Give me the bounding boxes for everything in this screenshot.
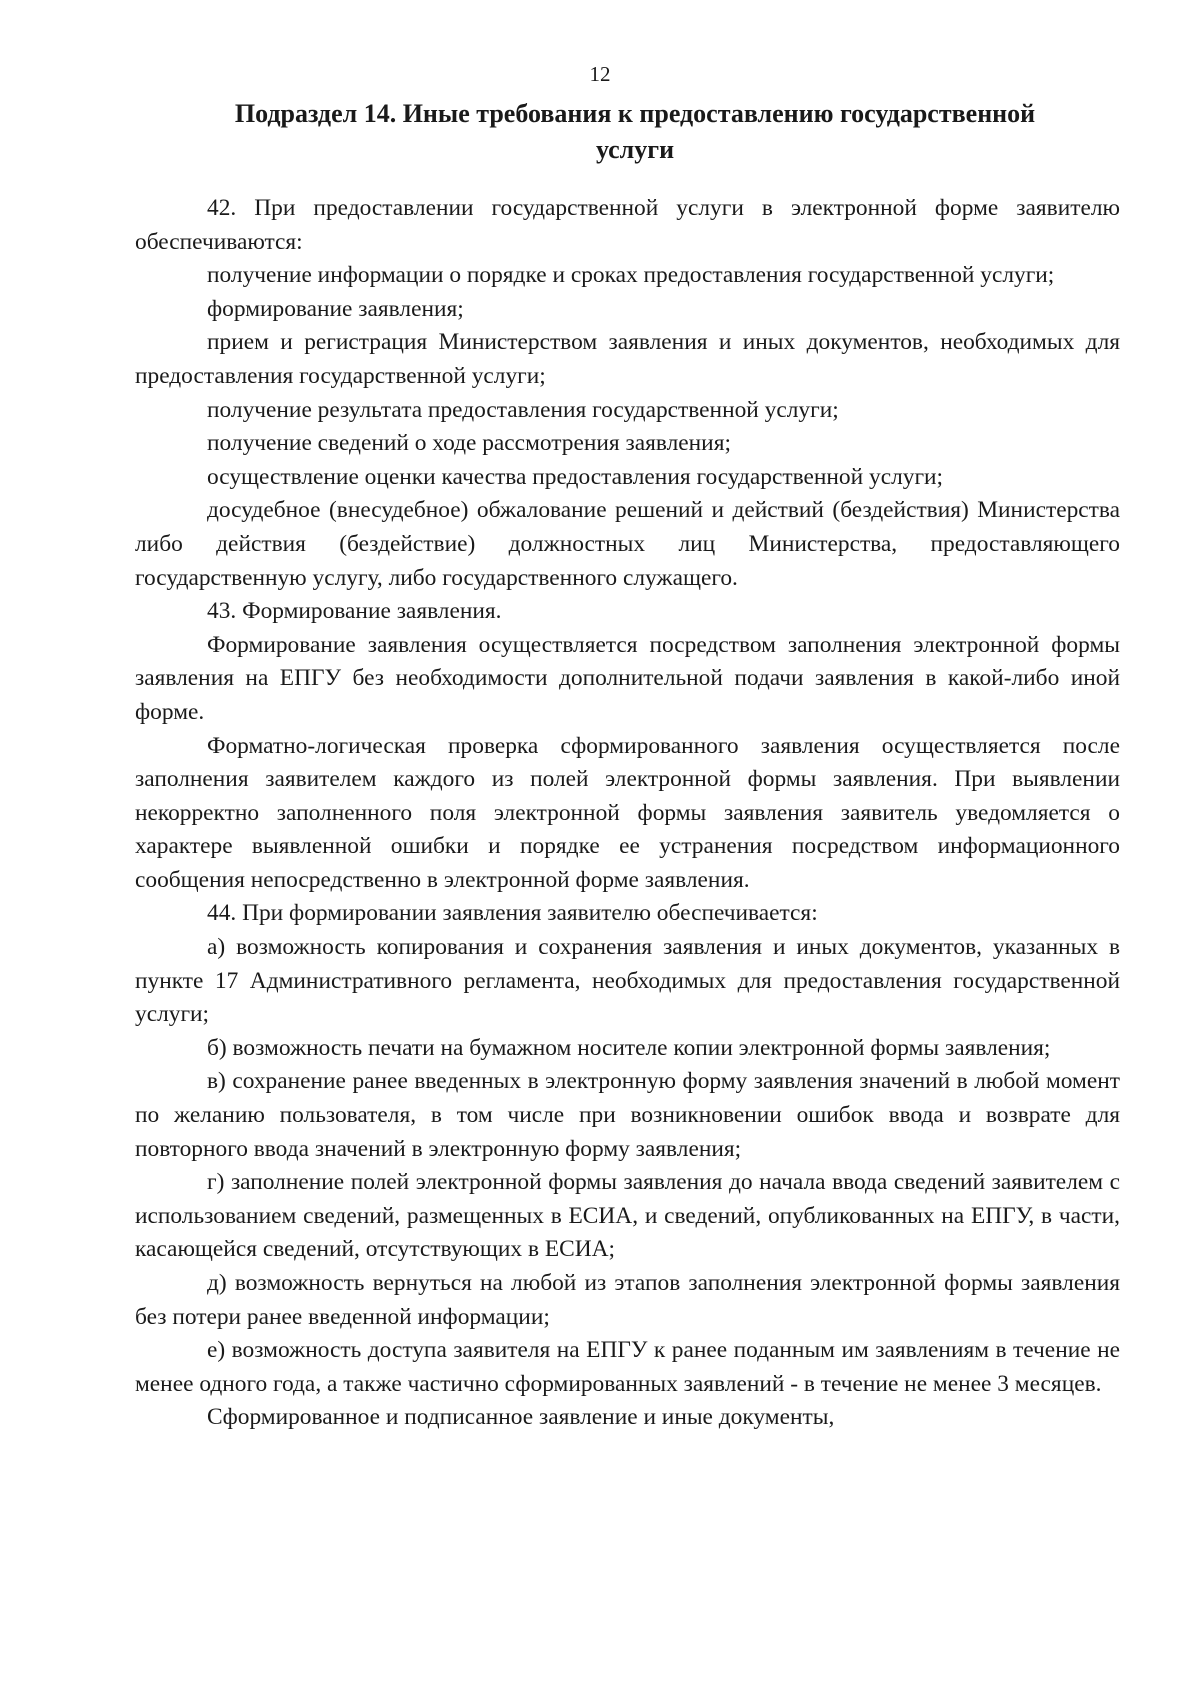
section-heading: [150, 96, 1120, 168]
list-item-quality: осуществление оценки качества предоставления государственной услуги;: [207, 463, 944, 490]
document-body: [135, 192, 1120, 1435]
paragraph-43-check: Форматно-логическая проверка сформированного заявления осуществляется после заполнения заявителем каждого из полей электронной формы заявления. При выявлении некорректно заполненного поля электронной формы заявления заявитель уведомляется о характере выявленной ошибки и порядке ее устранения посредством информационного сообщения непосредственно в электронной форме заявления.: [135, 732, 1120, 893]
paragraph-44: 44. При формировании заявления заявителю обеспечивается:: [207, 900, 818, 927]
list-item-registration: прием и регистрация Министерством заявления и иных документов, необходимых для предоставления государственной услуги;: [135, 329, 1120, 389]
list-item-progress: получение сведений о ходе рассмотрения заявления;: [207, 430, 731, 457]
list-item-d: д) возможность вернуться на любой из этапов заполнения электронной формы заявления без потери ранее введенной информации;: [135, 1270, 1120, 1330]
paragraph-final: Сформированное и подписанное заявление и иные документы,: [207, 1404, 835, 1431]
list-item-info: получение информации о порядке и сроках предоставления государственной услуги;: [207, 262, 1055, 289]
list-item-b: б) возможность печати на бумажном носителе копии электронной формы заявления;: [207, 1034, 1051, 1061]
paragraph-43-form: Формирование заявления осуществляется посредством заполнения электронной формы заявления на ЕПГУ без необходимости дополнительной подачи заявления в какой-либо иной форме.: [135, 631, 1120, 725]
paragraph-43: 43. Формирование заявления.: [207, 598, 502, 625]
list-item-v: в) сохранение ранее введенных в электронную форму заявления значений в любой момент по желанию пользователя, в том числе при возникновении ошибок ввода и возврате для повторного ввода значений в электронную форму заявления;: [135, 1068, 1120, 1162]
list-item-form: формирование заявления;: [207, 295, 464, 322]
list-item-result: получение результата предоставления государственной услуги;: [207, 396, 839, 423]
section-heading-line-1: Подраздел 14. Иные требования к предоставлению государственной: [234, 99, 1036, 128]
page-number: 12: [589, 62, 611, 86]
list-item-a: а) возможность копирования и сохранения заявления и иных документов, указанных в пункте 17 Административного регламента, необходимых для предоставления государственной услуги;: [135, 934, 1120, 1028]
paragraph-42: 42. При предоставлении государственной услуги в электронной форме заявителю обеспечиваются:: [135, 195, 1120, 255]
section-heading-line-2: услуги: [595, 135, 675, 164]
list-item-g: г) заполнение полей электронной формы заявления до начала ввода сведений заявителем с использованием сведений, размещенных в ЕСИА, и сведений, опубликованных на ЕПГУ, в части, касающейся сведений, отсутствующих в ЕСИА;: [135, 1169, 1120, 1263]
list-item-appeal: досудебное (внесудебное) обжалование решений и действий (бездействия) Министерства либо действия (бездействие) должностных лиц Министерства, предоставляющего государственную услугу, либо государственного служащего.: [135, 497, 1120, 591]
list-item-e: е) возможность доступа заявителя на ЕПГУ к ранее поданным им заявлениям в течение не менее одного года, а также частично сформированных заявлений - в течение не менее 3 месяцев.: [135, 1337, 1120, 1397]
